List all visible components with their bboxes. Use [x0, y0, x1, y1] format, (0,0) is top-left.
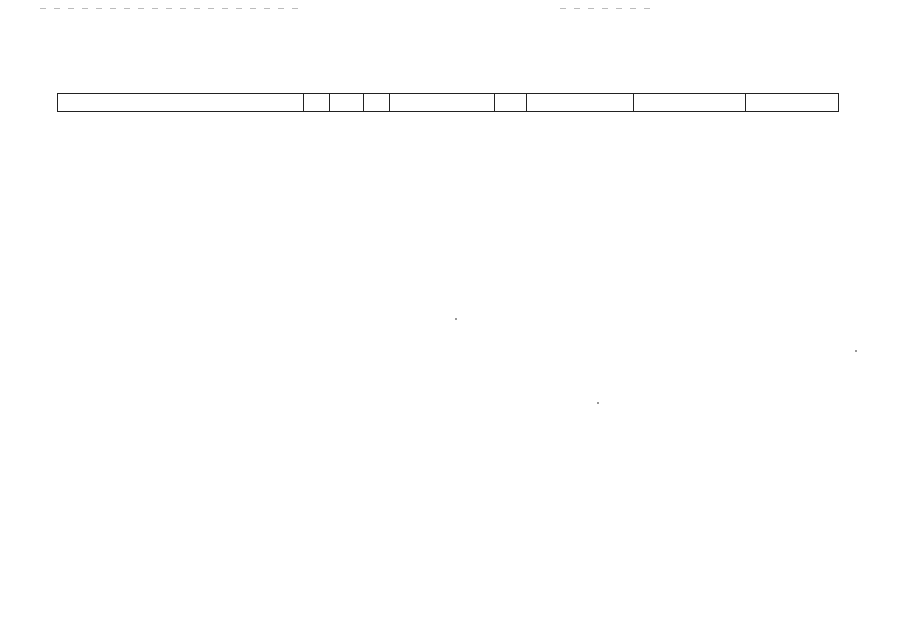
header-col-1 — [58, 94, 304, 111]
header-col-4 — [364, 94, 390, 111]
header-col-8 — [634, 94, 746, 111]
scan-speck — [597, 402, 599, 404]
header-col-7 — [527, 94, 634, 111]
scan-speck — [855, 350, 857, 352]
table-header — [57, 93, 839, 112]
scan-artifact-line — [560, 8, 650, 9]
header-col-5 — [390, 94, 495, 111]
header-col-3 — [330, 94, 364, 111]
header-col-9 — [746, 94, 838, 111]
scan-artifact-line — [40, 8, 300, 9]
header-col-6 — [495, 94, 527, 111]
header-col-2 — [304, 94, 330, 111]
scan-speck — [455, 318, 457, 320]
